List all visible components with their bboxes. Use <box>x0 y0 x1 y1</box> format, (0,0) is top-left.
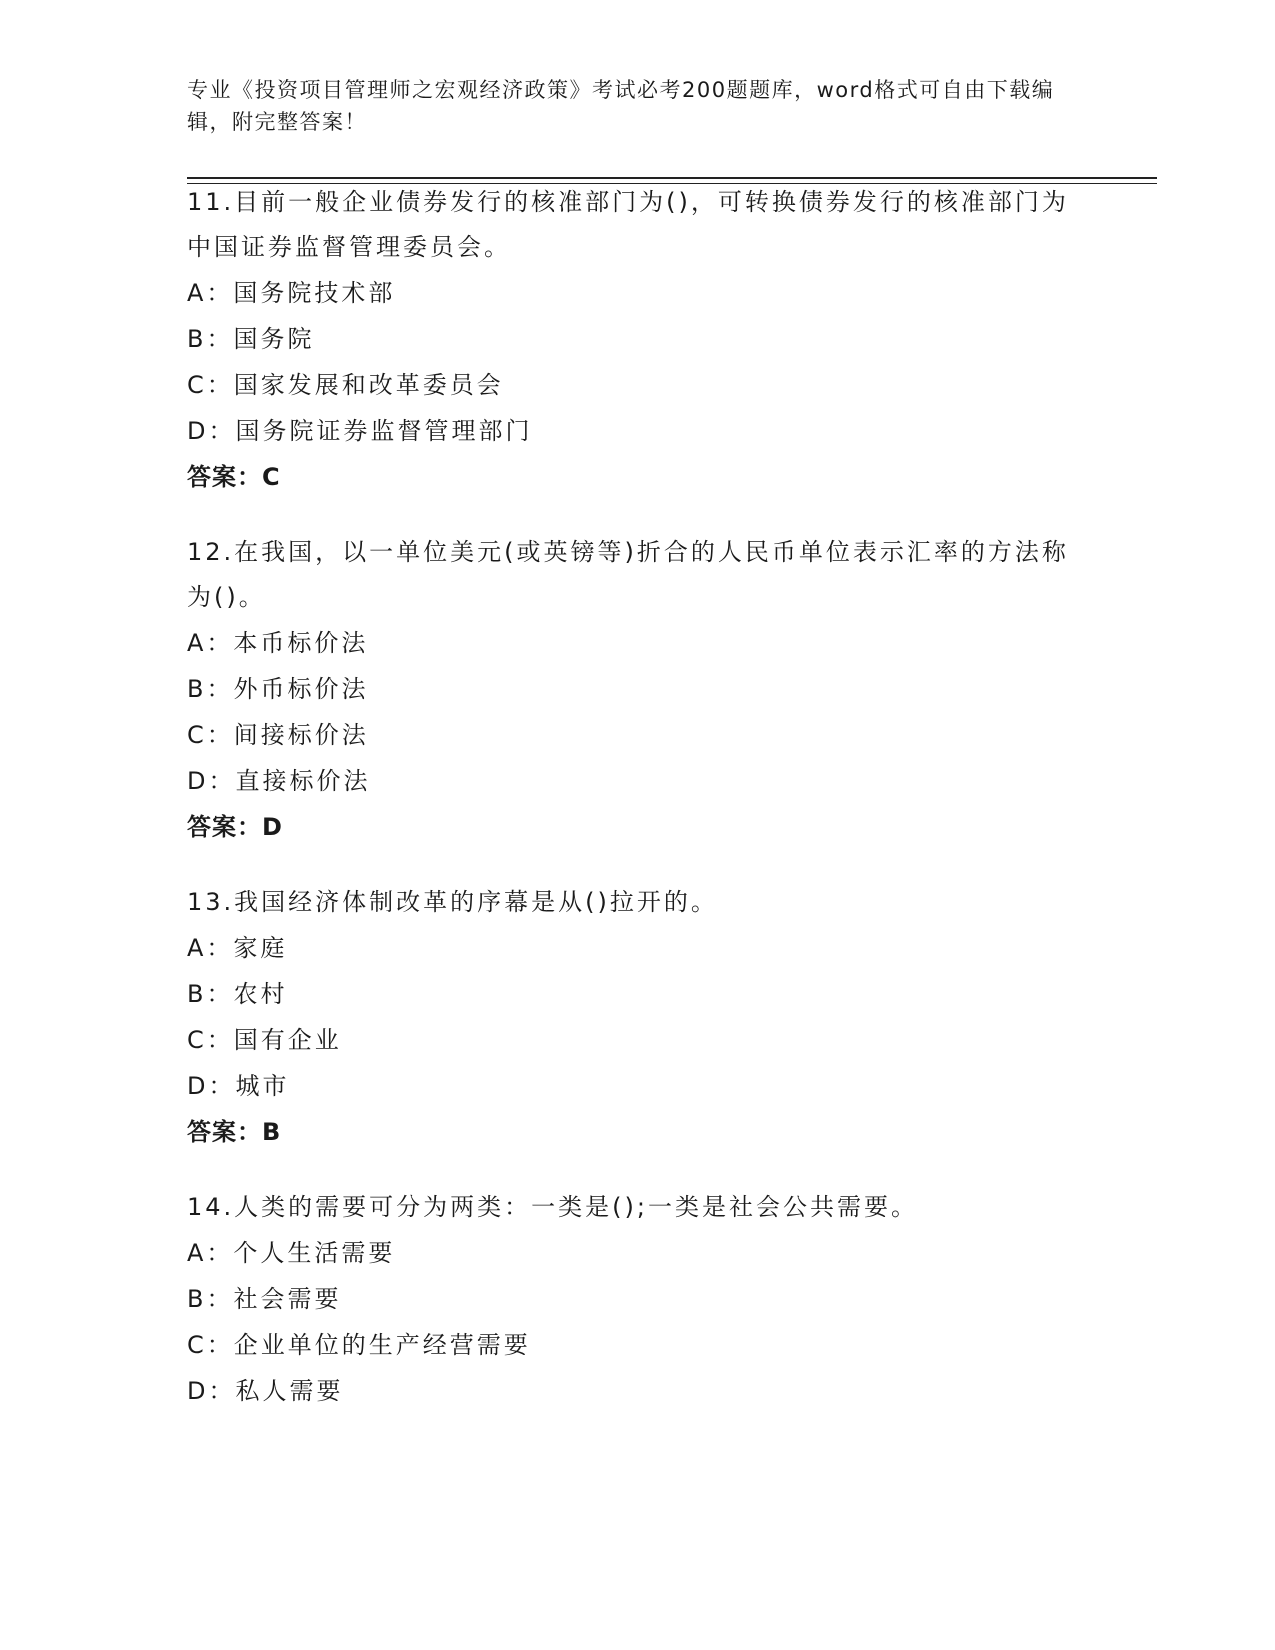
answer: 答案：B <box>187 1118 282 1146</box>
option-c: C：国有企业 <box>187 1026 342 1054</box>
option-d: D：直接标价法 <box>187 767 371 795</box>
question-13 <box>187 880 1087 1155</box>
option-a: A：个人生活需要 <box>187 1239 396 1267</box>
option-a: A：家庭 <box>187 934 288 962</box>
answer: 答案：D <box>187 813 283 841</box>
option-c: C：企业单位的生产经营需要 <box>187 1331 531 1359</box>
option-d: D：城市 <box>187 1072 290 1100</box>
option-c: C：间接标价法 <box>187 721 369 749</box>
question-11 <box>187 180 1087 500</box>
option-b: B：农村 <box>187 980 288 1008</box>
answer: 答案：C <box>187 463 281 491</box>
question-12 <box>187 530 1087 850</box>
option-a: A：国务院技术部 <box>187 279 396 307</box>
option-a: A：本币标价法 <box>187 629 369 657</box>
option-b: B：社会需要 <box>187 1285 342 1313</box>
question-stem: 14.人类的需要可分为两类：一类是();一类是社会公共需要。 <box>187 1193 918 1221</box>
header-rule-thick <box>187 177 1157 179</box>
option-b: B：外币标价法 <box>187 675 369 703</box>
question-14 <box>187 1185 1087 1414</box>
option-d: D：私人需要 <box>187 1377 344 1405</box>
option-d: D：国务院证券监督管理部门 <box>187 417 533 445</box>
question-stem: 11.目前一般企业债券发行的核准部门为()，可转换债券发行的核准部门为中国证券监督管理委员会。 <box>187 188 1069 261</box>
option-b: B：国务院 <box>187 325 315 353</box>
question-stem: 13.我国经济体制改革的序幕是从()拉开的。 <box>187 888 718 916</box>
question-stem: 12.在我国，以一单位美元(或英镑等)折合的人民币单位表示汇率的方法称为()。 <box>187 538 1069 611</box>
option-c: C：国家发展和改革委员会 <box>187 371 504 399</box>
document-header: 专业《投资项目管理师之宏观经济政策》考试必考200题题库，word格式可自由下载编辑，附完整答案！ <box>187 78 1055 134</box>
